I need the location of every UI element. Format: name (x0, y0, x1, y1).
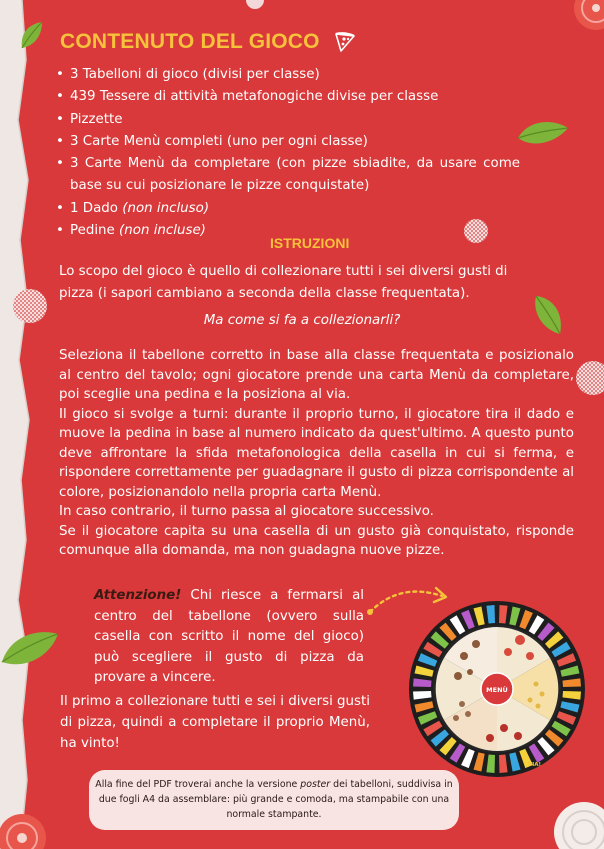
rules-text (59, 346, 574, 561)
footer-emphasis: poster (300, 779, 331, 790)
rules-paragraph: In caso contrario, il turno passa al giocatore successivo. (59, 504, 434, 519)
checkered-dot-icon (246, 0, 264, 9)
attention-label: Attenzione! (94, 588, 182, 603)
list-item: • 3 Carte Menù completi (uno per ogni classe) (56, 131, 536, 153)
attention-text: Chi riesce a fermarsi al centro del tabellone (ovvero sulla casella con scritto il nome del gioco) può scegliere il gusto di pizza da provare a vincere. (94, 588, 364, 686)
footer-text: Alla fine del PDF troverai anche la versione poster dei tabelloni, suddivisa in due fogli A4 da assemblare: più grande e comoda, ma stampabile con una normale stampante. (95, 779, 453, 820)
rules-paragraph: Se il giocatore capita su una casella di un gusto già conquistato, risponde comunque alla domanda, ma non guadagna nuove pizze. (59, 523, 574, 558)
list-item-note: (non incluso) (122, 200, 210, 216)
onion-icon (548, 796, 604, 849)
list-item: • 1 Dado (non incluso) (56, 198, 536, 220)
winner-paragraph: Il primo a collezionare tutti e sei i diversi gusti di pizza, quindi a completare il proprio Menù, ha vinto! (60, 694, 370, 751)
list-item: • 439 Tessere di attività metafonogiche divise per classe (56, 86, 536, 108)
list-item: • Pedine (non incluse) (56, 220, 536, 242)
torn-paper-edge (0, 0, 50, 849)
list-item: • 3 Tabelloni di gioco (divisi per classe) (56, 64, 536, 86)
pizza-board-image (408, 600, 586, 778)
rules-paragraph: Il gioco si svolge a turni: durante il proprio turno, il giocatore tira il dado e muove la pedina in base al numero indicato da quest'ultimo. A questo punto deve affrontare la sfida metafonologica della casella in cui si ferma, e rispondere correttamente per guadagnare il gusto di pizza corrispondente al colore, posizionandolo nella propria carta Menù. (59, 406, 574, 500)
checkered-dot-icon (573, 360, 604, 396)
tomato-icon (0, 808, 52, 849)
list-item-note: (non incluse) (119, 223, 206, 239)
board-center-label: MENÙ (486, 686, 508, 694)
attention-note (94, 586, 364, 689)
tomato-icon (570, 0, 604, 34)
contents-list (56, 64, 536, 242)
rules-paragraph: Seleziona il tabellone corretto in base alla classe frequentata e posizionalo al centro del tavolo; ogni giocatore prende una carta Menù da completare, poi sceglie una pedina e la posiziona al via. (59, 348, 574, 402)
board-start-label: VIA! (528, 762, 542, 768)
basil-leaf-icon (18, 20, 44, 50)
list-item: • Pizzette (56, 109, 536, 131)
basil-leaf-icon (0, 626, 60, 670)
intro-paragraph: Lo scopo del gioco è quello di collezionare tutti i sei diversi gusti di pizza (i sapori cambiano a seconda della classe frequentata). (59, 264, 508, 301)
page-title: CONTENUTO DEL GIOCO (60, 30, 320, 53)
instructions-heading: ISTRUZIONI (270, 235, 350, 251)
question-line: Ma come si fa a collezionarli? (203, 313, 401, 328)
list-item: • 3 Carte Menù da completare (con pizze sbiadite, da usare come base su cui posizionare le pizze conquistate) (56, 153, 536, 198)
footer-note (89, 770, 459, 830)
pizza-slice-icon (333, 30, 357, 54)
